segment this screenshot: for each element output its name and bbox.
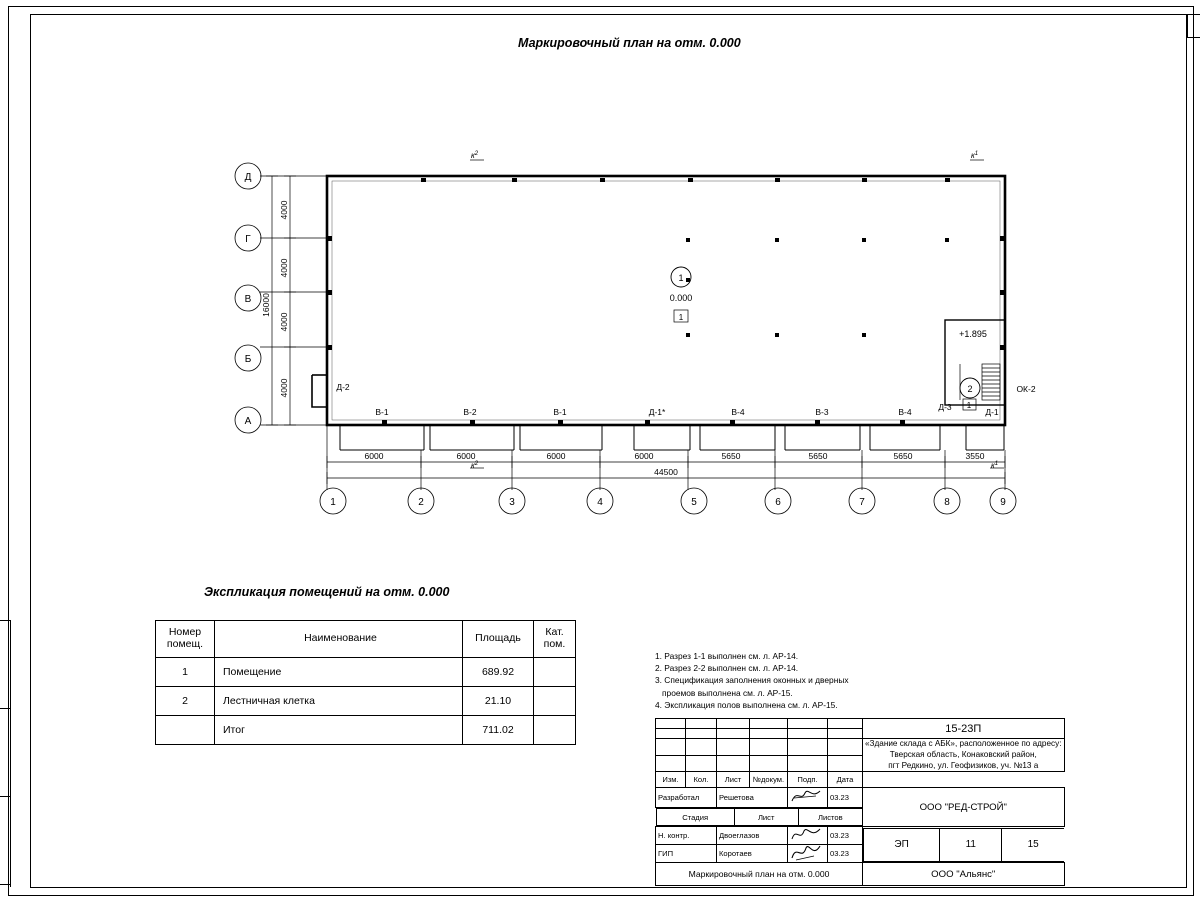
table-header-row xyxy=(156,621,576,658)
designer-organization: ООО "Альянс" xyxy=(863,863,1065,886)
th-category: Кат. пом. xyxy=(534,621,576,658)
stamp-sheetname-row xyxy=(656,863,1065,886)
axis-letter-D: Д xyxy=(244,172,252,183)
axis-number-4: 4 xyxy=(597,497,603,508)
project-code: 15-23П xyxy=(863,719,1065,739)
door-label-D1: Д-1 xyxy=(985,407,999,417)
table-row-total xyxy=(156,716,576,745)
th-room-number: Номер помещ. xyxy=(156,621,215,658)
note-line: 1. Разрез 1-1 выполнен см. л. АР-14. xyxy=(655,651,799,661)
th-name: Наименование xyxy=(215,621,463,658)
sheet-header: Лист xyxy=(734,809,798,826)
axis-letter-G: Г xyxy=(245,234,251,245)
axis-number-7: 7 xyxy=(859,497,865,508)
left-margin-cell xyxy=(0,621,10,709)
door-label-D1-star: Д-1* xyxy=(648,407,666,417)
window-label-OK2: ОК-2 xyxy=(1016,384,1036,394)
signature xyxy=(788,845,828,863)
level-mark-main: 0.000 xyxy=(669,293,693,303)
table-row xyxy=(156,658,576,687)
note-line: 4. Экспликация полов выполнена см. л. АР-15. xyxy=(655,699,838,710)
left-margin-cell xyxy=(0,797,10,885)
dim-2-3: 6000 xyxy=(456,451,476,461)
dim-B-A: 4000 xyxy=(279,378,289,398)
dim-G-V: 4000 xyxy=(279,258,289,278)
cell-room-number: 1 xyxy=(156,658,215,687)
axis-number-2: 2 xyxy=(418,497,424,508)
door-label-V1-a: В-1 xyxy=(375,407,389,417)
stage-value: ЭП xyxy=(864,828,940,861)
door-label-V1-b: В-1 xyxy=(553,407,567,417)
sheet-title: Маркировочный план на отм. 0.000 xyxy=(656,863,863,886)
role-date: 03.23 xyxy=(828,845,863,863)
cell-room-area: 21.10 xyxy=(463,687,534,716)
signature-icon xyxy=(790,785,822,805)
signature-icon xyxy=(790,824,822,844)
table-row xyxy=(156,687,576,716)
role-date: 03.23 xyxy=(828,788,863,808)
sheets-header: Листов xyxy=(798,809,862,826)
door-label-D3: Д-3 xyxy=(938,402,952,412)
cell-room-number xyxy=(156,716,215,745)
role-name: Решетова xyxy=(717,788,788,808)
role-label: Н. контр. xyxy=(656,827,717,845)
cell-room-category xyxy=(534,716,576,745)
stamp-blank-row xyxy=(656,719,1065,729)
section-mark-bottom-left: $к^2$ xyxy=(471,461,479,470)
dim-5-6: 5650 xyxy=(721,451,741,461)
title-block-table xyxy=(655,718,1065,886)
stage-header: Стадия xyxy=(656,809,734,826)
note-line: проемов выполнена см. л. АР-15. xyxy=(662,687,793,698)
role-name: Двоеглазов xyxy=(717,827,788,845)
axis-number-5: 5 xyxy=(691,497,697,508)
cell-room-category xyxy=(534,687,576,716)
sheets-value: 15 xyxy=(1002,828,1064,861)
door-label-V4-b: В-4 xyxy=(898,407,912,417)
object-description xyxy=(863,739,1065,772)
cell-room-name: Помещение xyxy=(215,658,463,687)
page-title: Маркировочный план на отм. 0.000 xyxy=(518,36,741,50)
col-data: Дата xyxy=(828,772,863,788)
cell-room-name: Лестничная клетка xyxy=(215,687,463,716)
left-margin-cell xyxy=(0,709,10,797)
level-mark-stair: +1.895 xyxy=(959,329,987,339)
organization-name: ООО "РЕД-СТРОЙ" xyxy=(863,788,1065,827)
door-label-V3: В-3 xyxy=(815,407,829,417)
section-mark-top-left: $к^2$ xyxy=(471,151,479,160)
role-date: 03.23 xyxy=(828,827,863,845)
note-line: 3. Спецификация заполнения оконных и дверных xyxy=(655,675,849,686)
door-label-V4-a: В-4 xyxy=(731,407,745,417)
cell-total-area: 711.02 xyxy=(463,716,534,745)
col-nomdok: №докум. xyxy=(750,772,788,788)
col-list: Лист xyxy=(717,772,750,788)
signature-icon xyxy=(790,842,822,862)
title-block xyxy=(655,718,1185,886)
sheet-value: 11 xyxy=(940,828,1002,861)
room-marker-2: 2 xyxy=(967,384,973,394)
dim-D-G: 4000 xyxy=(279,200,289,220)
axis-number-1: 1 xyxy=(330,497,336,508)
role-name: Коротаев xyxy=(717,845,788,863)
col-podp: Подп. xyxy=(788,772,828,788)
signature xyxy=(788,788,828,808)
door-label-V2: В-2 xyxy=(463,407,477,417)
cell-room-category xyxy=(534,658,576,687)
axis-number-9: 9 xyxy=(1000,497,1006,508)
object-line: пгт Редкино, ул. Геофизиков, уч. №13 а xyxy=(888,760,1039,770)
section-mark-top-right: $к^1$ xyxy=(971,151,979,160)
elevation-ref-main: 1 xyxy=(678,313,684,322)
object-line: «Здание склада с АБК», расположенное по адресу: xyxy=(865,739,1062,748)
dim-1-2: 6000 xyxy=(364,451,384,461)
door-label-D2: Д-2 xyxy=(336,382,350,392)
left-margin-strip xyxy=(0,620,11,887)
notes-block xyxy=(655,650,849,711)
cell-total-label: Итог xyxy=(215,716,463,745)
stamp-role-row xyxy=(656,788,1065,808)
note-line: 2. Разрез 2-2 выполнен см. л. АР-14. xyxy=(655,663,799,674)
stamp-role-row xyxy=(656,827,1065,845)
dim-total-vertical: 16000 xyxy=(261,293,271,317)
dim-8-9: 3550 xyxy=(965,451,985,461)
axis-letter-V: В xyxy=(244,294,252,305)
col-izm: Изм. xyxy=(656,772,686,788)
axis-number-8: 8 xyxy=(944,497,950,508)
stamp-blank-row xyxy=(656,739,1065,756)
axis-letter-A: А xyxy=(244,416,252,427)
explication-title: Экспликация помещений на отм. 0.000 xyxy=(204,585,450,599)
role-label: ГИП xyxy=(656,845,717,863)
dim-6-7: 5650 xyxy=(808,451,828,461)
dim-3-4: 6000 xyxy=(546,451,566,461)
cell-room-area: 689.92 xyxy=(463,658,534,687)
object-line: Тверская область, Конаковский район, xyxy=(889,749,1037,759)
axis-letter-B: Б xyxy=(244,354,252,365)
stamp-columns-row xyxy=(656,772,1065,788)
dim-total-horizontal: 44500 xyxy=(654,467,678,477)
dim-4-5: 6000 xyxy=(634,451,654,461)
axis-number-6: 6 xyxy=(775,497,781,508)
role-label: Разработал xyxy=(656,788,717,808)
section-mark-bottom-right: $к^1$ xyxy=(991,461,999,470)
th-area: Площадь xyxy=(463,621,534,658)
elevation-ref-stair: 1 xyxy=(966,401,972,410)
dim-V-B: 4000 xyxy=(279,312,289,332)
col-kol: Кол. xyxy=(686,772,717,788)
cell-room-number: 2 xyxy=(156,687,215,716)
explication-table xyxy=(155,620,576,745)
dim-7-8: 5650 xyxy=(893,451,913,461)
room-marker-1: 1 xyxy=(678,273,684,283)
axis-number-3: 3 xyxy=(509,497,515,508)
